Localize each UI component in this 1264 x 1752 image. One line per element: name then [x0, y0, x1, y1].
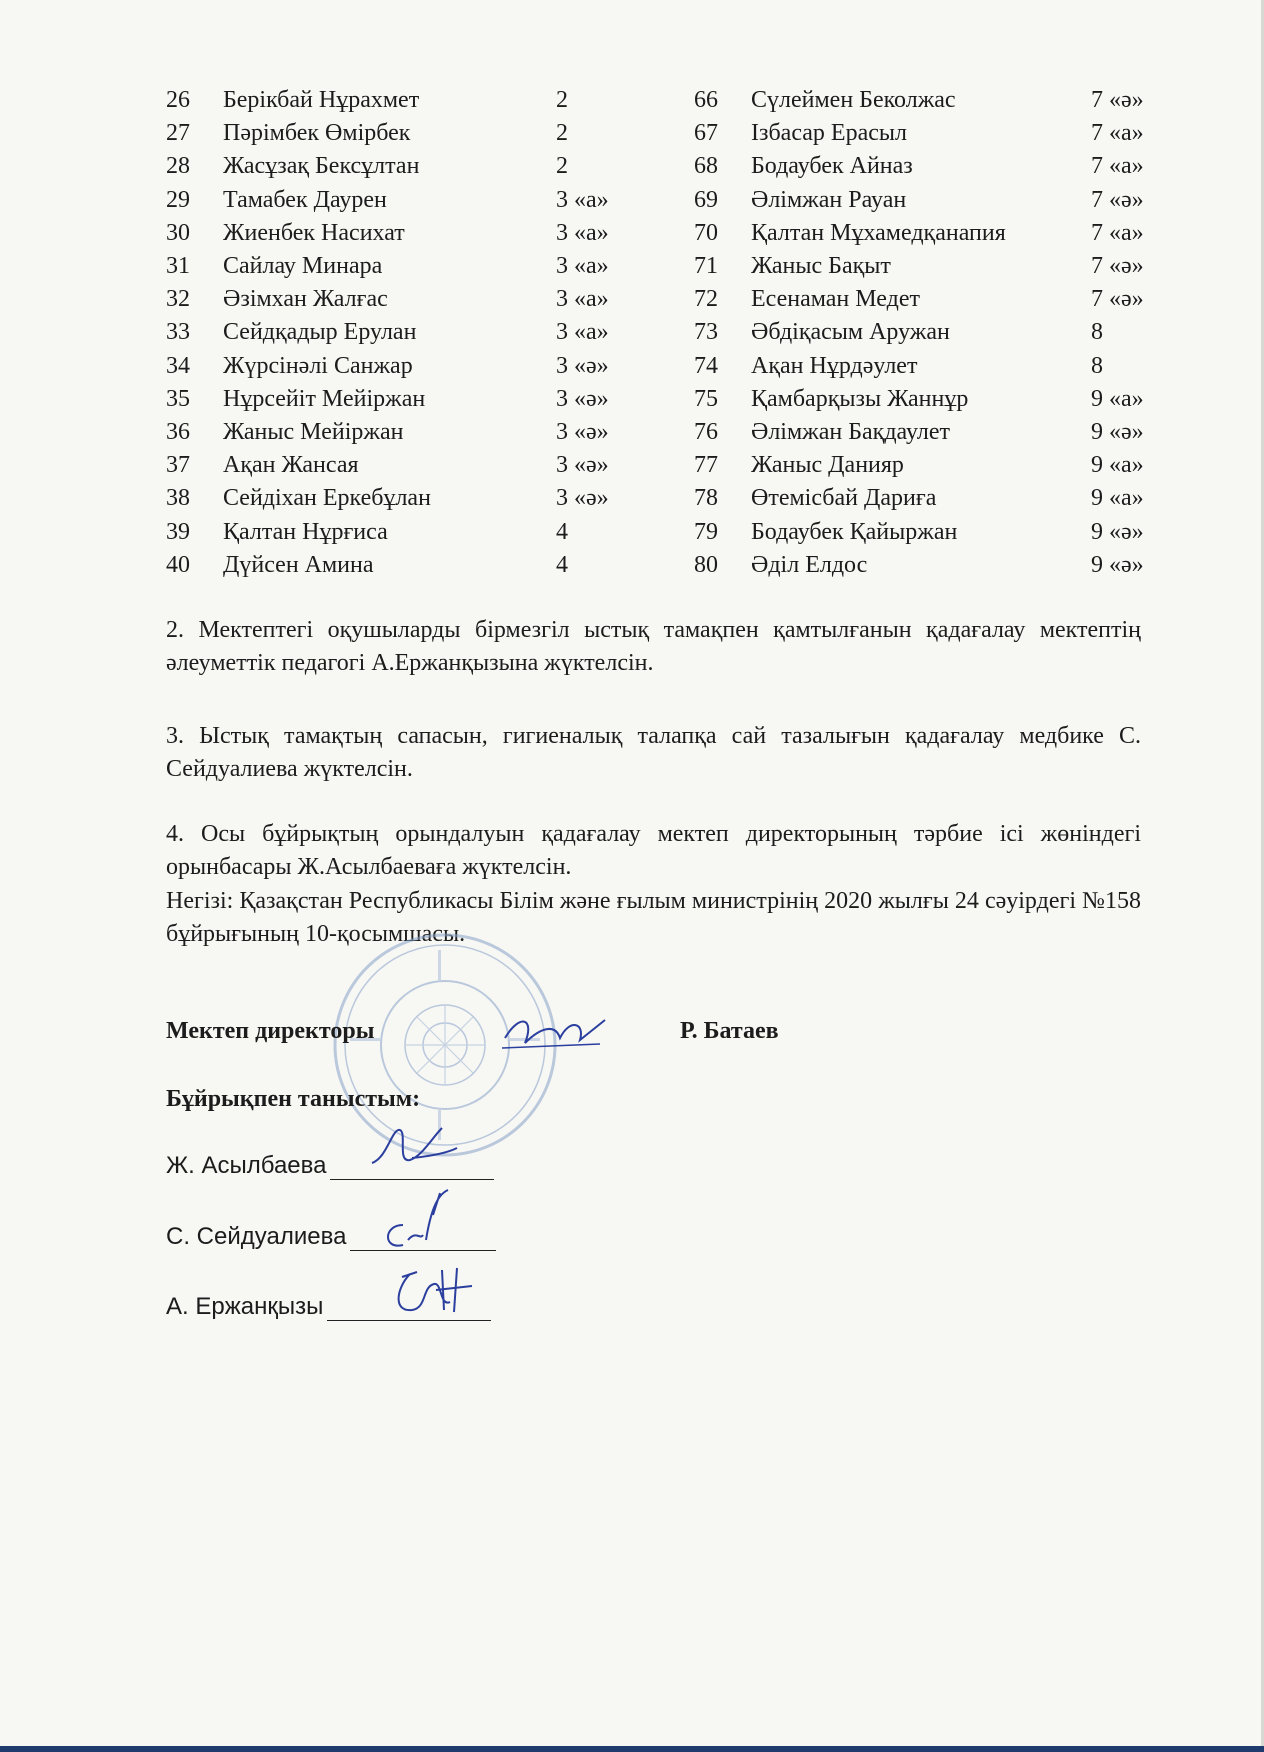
- list-item: [166, 416, 626, 449]
- student-class: 3 «ә»: [556, 452, 609, 479]
- director-name: Р. Батаев: [680, 1018, 779, 1044]
- student-name: Жаныс Данияр: [751, 452, 904, 479]
- student-name: Сүлеймен Беколжас: [751, 87, 956, 114]
- student-class: 3 «ә»: [556, 485, 609, 512]
- student-class: 7 «а»: [1091, 153, 1144, 180]
- student-name: Сейдіхан Еркебұлан: [223, 485, 431, 512]
- list-item: [694, 350, 1166, 383]
- list-item: [694, 316, 1166, 349]
- student-name: Сайлау Минара: [223, 253, 383, 280]
- list-item: [166, 449, 626, 482]
- student-name: Жүрсінәлі Санжар: [223, 352, 413, 379]
- page-bottom-border: [0, 1746, 1264, 1752]
- list-item: [166, 350, 626, 383]
- student-class: 9 «ә»: [1091, 518, 1144, 545]
- student-name: Қалтан Мұхамедқанапия: [751, 219, 1006, 246]
- row-number: 30: [166, 219, 190, 246]
- row-number: 35: [166, 385, 190, 412]
- signature-icon: [372, 1262, 480, 1322]
- row-number: 79: [694, 518, 718, 545]
- list-item: [166, 150, 626, 183]
- row-number: 78: [694, 485, 718, 512]
- student-class: 3 «а»: [556, 319, 609, 346]
- signature-icon: [378, 1185, 458, 1255]
- student-name: Қалтан Нұрғиса: [223, 518, 388, 545]
- row-number: 72: [694, 286, 718, 313]
- student-class: 8: [1091, 319, 1103, 346]
- student-class: 7 «ә»: [1091, 286, 1144, 313]
- list-item: [694, 549, 1166, 582]
- student-class: 8: [1091, 352, 1103, 379]
- signer-name: С. Сейдуалиева: [166, 1223, 347, 1250]
- basis-note: Негізі: Қазақстан Республикасы Білім және ғылым министрінің 2020 жылғы 24 сәуірдегі №158 бұйрығының 10-қосымшасы.: [166, 888, 1141, 947]
- row-number: 73: [694, 319, 718, 346]
- row-number: 37: [166, 452, 190, 479]
- list-item: [694, 117, 1166, 150]
- student-name: Жаныс Мейіржан: [223, 418, 404, 445]
- row-number: 28: [166, 153, 190, 180]
- list-item: [694, 217, 1166, 250]
- list-item: [694, 416, 1166, 449]
- student-class: 3 «а»: [556, 286, 609, 313]
- student-name: Әділ Елдос: [751, 551, 868, 578]
- list-item: [166, 117, 626, 150]
- student-name: Нұрсейіт Мейіржан: [223, 385, 426, 412]
- row-number: 66: [694, 87, 718, 114]
- student-name: Ақан Жансая: [223, 452, 359, 479]
- list-item: [166, 217, 626, 250]
- student-name: Жасұзақ Бексұлтан: [223, 153, 420, 180]
- student-name: Ақан Нұрдәулет: [751, 352, 918, 379]
- row-number: 33: [166, 319, 190, 346]
- student-class: 4: [556, 518, 568, 545]
- student-class: 7 «а»: [1091, 219, 1144, 246]
- list-item: [166, 482, 626, 515]
- list-item: [694, 515, 1166, 548]
- student-class: 3 «ә»: [556, 352, 609, 379]
- student-class: 9 «а»: [1091, 485, 1144, 512]
- paragraph-4: 4. Осы бұйрықтың орындалуын қадағалау мектеп директорының тәрбие ісі жөніндегі орынбасары Ж.Асылбаеваға жүктелсін.: [166, 821, 1141, 880]
- list-item: [694, 383, 1166, 416]
- student-class: 3 «ә»: [556, 385, 609, 412]
- student-name: Берікбай Нұрахмет: [223, 87, 420, 114]
- list-item: [166, 84, 626, 117]
- list-item: [166, 515, 626, 548]
- student-name: Әзімхан Жалғас: [223, 286, 388, 313]
- student-class: 2: [556, 87, 568, 114]
- row-number: 74: [694, 352, 718, 379]
- director-title: Мектеп директоры: [166, 1018, 375, 1044]
- row-number: 36: [166, 418, 190, 445]
- row-number: 70: [694, 219, 718, 246]
- row-number: 68: [694, 153, 718, 180]
- student-name: Әлімжан Рауан: [751, 186, 907, 213]
- student-list-left: [166, 84, 626, 582]
- list-item: [694, 482, 1166, 515]
- list-item: [166, 383, 626, 416]
- student-class: 9 «ә»: [1091, 418, 1144, 445]
- student-name: Қамбарқызы Жаннұр: [751, 385, 969, 412]
- student-class: 7 «ә»: [1091, 253, 1144, 280]
- list-item: [694, 449, 1166, 482]
- row-number: 40: [166, 551, 190, 578]
- student-class: 4: [556, 551, 568, 578]
- row-number: 31: [166, 253, 190, 280]
- list-item: [166, 549, 626, 582]
- student-class: 7 «а»: [1091, 120, 1144, 147]
- student-list-right: [694, 84, 1166, 582]
- student-class: 2: [556, 153, 568, 180]
- signature-icon: [362, 1118, 462, 1178]
- row-number: 26: [166, 87, 190, 114]
- list-item: [694, 250, 1166, 283]
- list-item: [694, 184, 1166, 217]
- row-number: 71: [694, 253, 718, 280]
- signer-name: Ж. Асылбаева: [166, 1152, 327, 1179]
- student-name: Тамабек Даурен: [223, 186, 387, 213]
- student-name: Сейдқадыр Ерулан: [223, 319, 417, 346]
- student-class: 3 «ә»: [556, 418, 609, 445]
- student-name: Дүйсен Амина: [223, 551, 374, 578]
- row-number: 34: [166, 352, 190, 379]
- list-item: [694, 84, 1166, 117]
- student-class: 2: [556, 120, 568, 147]
- list-item: [694, 283, 1166, 316]
- row-number: 67: [694, 120, 718, 147]
- paragraph-3: 3. Ыстық тамақтың сапасын, гигиеналық талапқа сай тазалығын қадағалау медбике С. Сейдуалиева жүктелсін.: [166, 723, 1141, 782]
- row-number: 75: [694, 385, 718, 412]
- director-signature-icon: [500, 1008, 610, 1058]
- list-item: [166, 283, 626, 316]
- student-name: Өтемісбай Дариға: [751, 485, 937, 512]
- student-class: 3 «а»: [556, 253, 609, 280]
- student-name: Ізбасар Ерасыл: [751, 120, 907, 147]
- student-name: Есенаман Медет: [751, 286, 920, 313]
- acknowledged-heading: Бұйрықпен таныстым:: [166, 1086, 421, 1112]
- student-class: 9 «а»: [1091, 385, 1144, 412]
- row-number: 27: [166, 120, 190, 147]
- student-class: 7 «ә»: [1091, 186, 1144, 213]
- student-name: Жиенбек Насихат: [223, 219, 405, 246]
- student-class: 7 «ә»: [1091, 87, 1144, 114]
- student-class: 3 «а»: [556, 219, 609, 246]
- row-number: 76: [694, 418, 718, 445]
- student-name: Әлімжан Бақдаулет: [751, 418, 951, 445]
- list-item: [166, 184, 626, 217]
- row-number: 69: [694, 186, 718, 213]
- list-item: [694, 150, 1166, 183]
- student-class: 9 «ә»: [1091, 551, 1144, 578]
- student-name: Жаныс Бақыт: [751, 253, 891, 280]
- list-item: [166, 316, 626, 349]
- student-class: 9 «а»: [1091, 452, 1144, 479]
- row-number: 77: [694, 452, 718, 479]
- row-number: 29: [166, 186, 190, 213]
- signer-name: А. Ержанқызы: [166, 1293, 324, 1320]
- student-name: Бодаубек Айназ: [751, 153, 913, 180]
- student-class: 3 «а»: [556, 186, 609, 213]
- row-number: 80: [694, 551, 718, 578]
- paragraph-2: 2. Мектептегі оқушыларды бірмезгіл ыстық тамақпен қамтылғанын қадағалау мектептің әлеуметтік педагогі А.Ержанқызына жүктелсін.: [166, 617, 1141, 676]
- student-name: Пәрімбек Өмірбек: [223, 120, 411, 147]
- list-item: [166, 250, 626, 283]
- row-number: 39: [166, 518, 190, 545]
- student-name: Бодаубек Қайыржан: [751, 518, 958, 545]
- student-name: Әбдіқасым Аружан: [751, 319, 950, 346]
- row-number: 32: [166, 286, 190, 313]
- row-number: 38: [166, 485, 190, 512]
